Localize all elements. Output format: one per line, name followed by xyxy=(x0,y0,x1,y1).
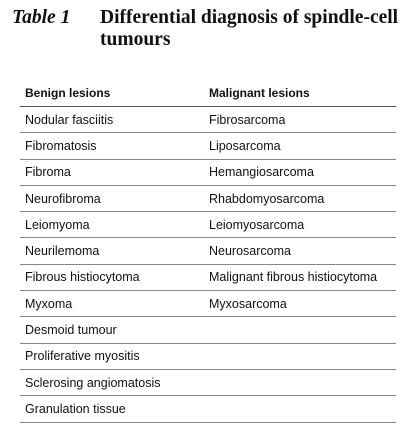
table-row xyxy=(20,264,396,290)
table-row xyxy=(20,185,396,211)
benign-lesion-cell: Neurilemoma xyxy=(20,238,204,264)
table-title: Differential diagnosis of spindle-cell tumours xyxy=(100,7,399,50)
benign-lesion-cell: Leiomyoma xyxy=(20,212,204,238)
table-row xyxy=(20,212,396,238)
malignant-lesion-cell xyxy=(204,369,396,395)
table-row xyxy=(20,133,396,159)
malignant-lesion-cell: Fibrosarcoma xyxy=(204,107,396,133)
malignant-lesion-cell xyxy=(204,343,396,369)
table-row xyxy=(20,107,396,133)
malignant-lesion-cell: Rhabdomyosarcoma xyxy=(204,185,396,211)
benign-lesion-cell: Neurofibroma xyxy=(20,185,204,211)
malignant-lesion-cell: Neurosarcoma xyxy=(204,238,396,264)
malignant-lesion-cell xyxy=(204,396,396,422)
table-row xyxy=(20,317,396,343)
differential-diagnosis-table xyxy=(20,80,396,423)
malignant-lesion-cell: Hemangiosarcoma xyxy=(204,159,396,185)
malignant-lesion-cell: Malignant fibrous histiocytoma xyxy=(204,264,396,290)
benign-lesion-cell: Fibrous histiocytoma xyxy=(20,264,204,290)
table-row xyxy=(20,343,396,369)
benign-lesion-cell: Fibroma xyxy=(20,159,204,185)
column-header-benign: Benign lesions xyxy=(20,80,204,107)
malignant-lesion-cell: Myxosarcoma xyxy=(204,291,396,317)
benign-lesion-cell: Nodular fasciitis xyxy=(20,107,204,133)
malignant-lesion-cell: Liposarcoma xyxy=(204,133,396,159)
table-row xyxy=(20,159,396,185)
table-row xyxy=(20,238,396,264)
column-header-malignant: Malignant lesions xyxy=(204,80,396,107)
table-row xyxy=(20,396,396,422)
table-row xyxy=(20,291,396,317)
malignant-lesion-cell: Leiomyosarcoma xyxy=(204,212,396,238)
benign-lesion-cell: Proliferative myositis xyxy=(20,343,204,369)
benign-lesion-cell: Sclerosing angiomatosis xyxy=(20,369,204,395)
benign-lesion-cell: Desmoid tumour xyxy=(20,317,204,343)
benign-lesion-cell: Granulation tissue xyxy=(20,396,204,422)
table-label: Table 1 xyxy=(12,7,71,28)
benign-lesion-cell: Myxoma xyxy=(20,291,204,317)
table-row xyxy=(20,369,396,395)
benign-lesion-cell: Fibromatosis xyxy=(20,133,204,159)
table-header-row xyxy=(20,80,396,107)
malignant-lesion-cell xyxy=(204,317,396,343)
